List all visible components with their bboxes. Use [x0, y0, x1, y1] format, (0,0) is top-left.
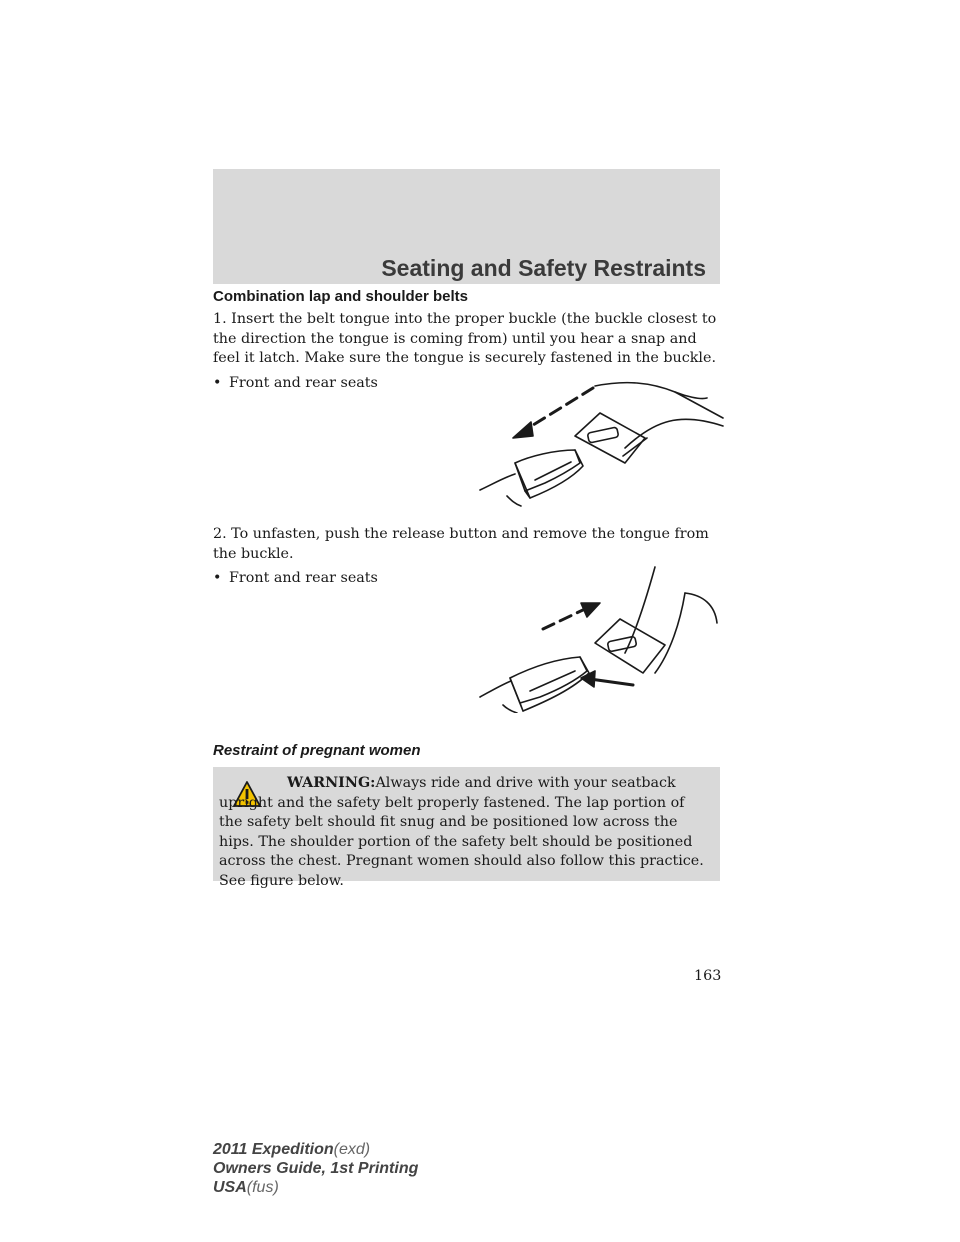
- bullet-icon: •: [213, 570, 222, 586]
- bullet-icon: •: [213, 375, 222, 391]
- page-title: Seating and Safety Restraints: [381, 255, 706, 281]
- buckle-release-illustration: [475, 563, 725, 713]
- page-number: 163: [694, 968, 722, 984]
- footer-market: USA: [213, 1179, 247, 1196]
- step-1-bullet: [213, 374, 378, 394]
- warning-label: WARNING:: [287, 775, 376, 791]
- buckle-fasten-illustration: [475, 378, 725, 508]
- warning-box: [213, 767, 720, 889]
- section-heading: Combination lap and shoulder belts: [213, 288, 469, 305]
- step-1-bullet-label: Front and rear seats: [229, 375, 378, 391]
- step-2-bullet: [213, 569, 378, 589]
- warning-message: [219, 774, 709, 891]
- subsection-heading: Restraint of pregnant women: [213, 742, 421, 759]
- document-footer: [213, 1140, 418, 1197]
- footer-model: 2011 Expedition: [213, 1141, 334, 1158]
- footer-market-code: (fus): [246, 1179, 279, 1196]
- footer-model-code: (exd): [333, 1141, 371, 1158]
- step-2-bullet-label: Front and rear seats: [229, 570, 378, 586]
- step-2-text: 2. To unfasten, push the release button and remove the tongue from the buckle.: [213, 526, 709, 562]
- section-header-band: [213, 169, 720, 284]
- step-1-text: 1. Insert the belt tongue into the proper buckle (the buckle closest to the direction the tongue is coming from) until you hear a snap and feel it latch. Make sure the tongue is securely fastened in the buckle.: [213, 311, 717, 366]
- warning-body: Always ride and drive with your seatback upright and the safety belt properly fastened. The lap portion of the safety belt should fit snug and be positioned low across the hips. The shoulder portion of the safety belt should be positioned across the chest. Pregnant women should also follow this practice. See figure below.: [219, 775, 704, 889]
- footer-guide: Owners Guide, 1st Printing: [213, 1160, 419, 1177]
